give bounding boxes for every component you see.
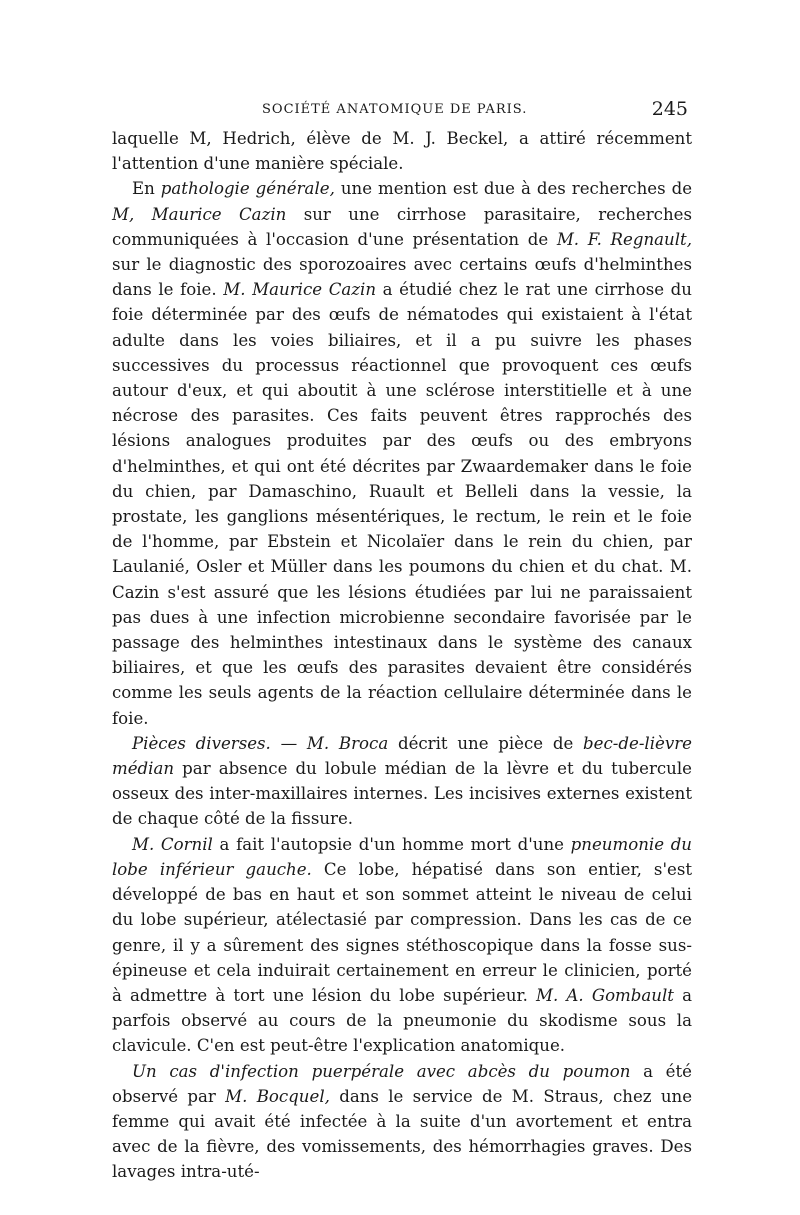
italic-run: M, Maurice Cazin <box>112 204 287 224</box>
italic-run: M. Broca <box>306 733 389 753</box>
italic-run: Pièces diverses. <box>132 733 271 753</box>
text-run: a fait l'autopsie d'un homme mort d'une <box>212 834 571 854</box>
text-run: a parfois observé au cours de la pneumonie du skodisme sous la clavicule. C'en est peut-être l'explication anatomique. <box>112 985 693 1056</box>
book-page <box>112 96 692 1185</box>
italic-run: Un cas d'infection puerpérale avec abcès du poumon <box>132 1061 631 1081</box>
paragraph-cornil <box>112 832 692 1059</box>
paragraph-infection-puerperale <box>112 1059 692 1185</box>
text-run: sur le diagnostic des sporozoaires avec certains œufs d'helminthes dans le foie. <box>112 255 692 300</box>
italic-run: M. A. Gombault <box>536 985 674 1005</box>
text-run: En <box>132 179 161 199</box>
italic-run: M. F. Regnault, <box>556 229 692 249</box>
page-number: 245 <box>651 98 688 120</box>
italic-run: M. Cornil <box>132 834 213 854</box>
paragraph-pieces-diverses <box>112 731 692 832</box>
paragraph-pathologie-generale <box>112 176 692 730</box>
italic-run: pathologie générale, <box>160 179 335 199</box>
text-run: décrit une pièce de <box>388 733 584 753</box>
running-title: SOCIÉTÉ ANATOMIQUE DE PARIS. <box>262 102 528 117</box>
paragraph-continuation <box>112 126 692 176</box>
text-run: dans le service de M. Straus, chez une femme qui avait été infectée à la suite d'un avortement et entra avec de la fièvre, des vomissements, des hémorrhagies graves. Des lavages intra-uté- <box>112 1086 693 1182</box>
text-run: sur une cirrhose parasitaire, recherches communiquées à l'occasion d'une présentation de <box>112 204 692 249</box>
text-run: a étudié chez le rat une cirrhose du foie déterminée par des œufs de nématodes qui existaient à l'état adulte dans les voies biliaires, et il a pu suivre les phases successives du processus réactionnel que provoquent ces œufs autour d'eux, et qui aboutit à une sclérose interstitielle et à une nécrose des parasites. Ces faits peuvent êtres rapprochés des lésions analogues produites par des œufs ou des embryons d'helminthes, et qui ont été décrites par Zwaardemaker dans le foie du chien, par Damaschino, Ruault et Belleli dans la vessie, la prostate, les ganglions mésentériques, le rectum, le rein et le foie de l'homme, par Ebstein et Nicolaïer dans le rein du chien, par Laulanié, Osler et Müller dans les poumons du chien et du chat. M. Cazin s'est assuré que les lésions étudiées par lui ne paraissaient pas dues à une infection microbienne secondaire favorisée par le passage des helminthes intestinaux dans le système des canaux biliaires, et que les œufs des parasites devaient être considérés comme les seuls agents de la réaction cellulaire déterminée dans le foie. <box>112 280 692 728</box>
italic-run: pneumonie du lobe inférieur gauche. <box>112 834 692 879</box>
body-text <box>112 126 692 1185</box>
text-run: — <box>270 733 307 753</box>
text-run: Ce lobe, hépatisé dans son entier, s'est développé de bas en haut et son sommet atteint le niveau de celui du lobe supérieur, atélectasié par compression. Dans les cas de ce genre, il y a sûrement des signes stéthoscopique dans la fosse sus-épineuse et cela induirait certainement en erreur le clinicien, porté à admettre à tort une lésion du lobe supérieur. <box>112 859 693 1005</box>
italic-run: M. Maurice Cazin <box>223 280 377 300</box>
italic-run: bec-de-lièvre médian <box>112 733 692 779</box>
text-run: par absence du lobule médian de la lèvre et du tubercule osseux des inter-maxillaires internes. Les incisives externes existent de chaque côté de la fissure. <box>112 759 692 829</box>
text-run: une mention est due à des recherches de <box>334 179 693 199</box>
text-run: laquelle M, Hedrich, élève de M. J. Beckel, a attiré récemment l'attention d'une manière spéciale. <box>112 129 692 174</box>
text-run: a été observé par <box>112 1061 692 1106</box>
running-head <box>112 96 692 126</box>
italic-run: M. Bocquel, <box>225 1086 330 1106</box>
